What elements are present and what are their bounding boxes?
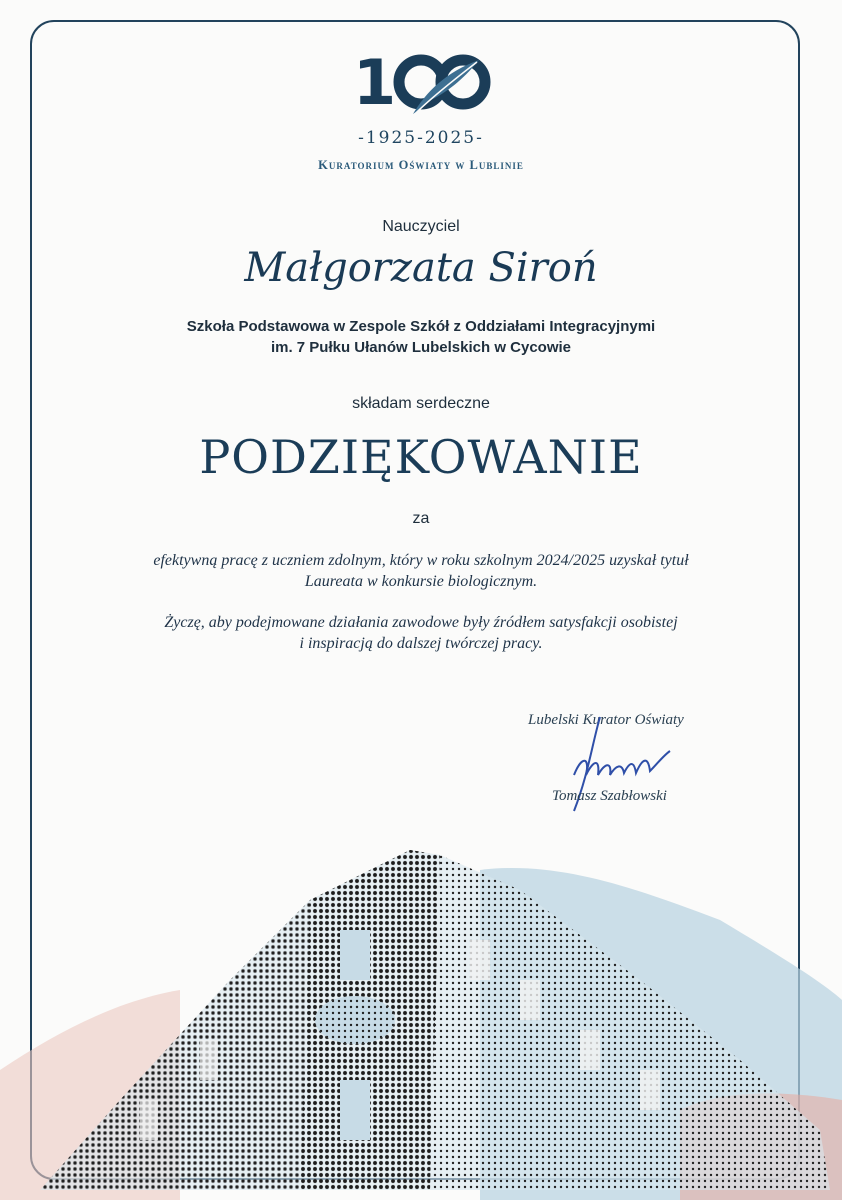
logo-years: -1925-2025-: [358, 128, 484, 148]
logo-100-feather-icon: [351, 42, 491, 122]
school-line-1: Szkoła Podstawowa w Zespole Szkół z Oddziałami Integracyjnymi: [186, 318, 656, 335]
za-text: za: [412, 510, 430, 527]
anniversary-logo: [0, 42, 842, 122]
body-paragraph-1: [0, 550, 842, 592]
halftone-building-illustration: [0, 830, 842, 1200]
intro-text: składam serdeczne: [352, 395, 490, 412]
recipient-name: Małgorzata Siroń: [244, 245, 598, 291]
body-line-4: i inspiracją do dalszej twórczej pracy.: [299, 635, 543, 652]
school-line-2: im. 7 Pułku Ułanów Lubelskich w Cycowie: [270, 339, 572, 356]
svg-text:1: 1: [353, 46, 397, 119]
certificate-heading: PODZIĘKOWANIE: [199, 430, 643, 484]
body-line-3: Życzę, aby podejmowane działania zawodowe były źródłem satysfakcji osobistej: [164, 614, 678, 631]
body-line-1: efektywną pracę z uczniem zdolnym, który w roku szkolnym 2024/2025 uzyskał tytuł: [153, 552, 689, 569]
signatory-name: Tomasz Szabłowski: [552, 788, 667, 804]
recipient-role: Nauczyciel: [382, 218, 460, 235]
signatory-title: Lubelski Kurator Oświaty: [528, 712, 684, 728]
body-line-2: Laureata w konkursie biologicznym.: [304, 573, 538, 590]
body-paragraph-2: [0, 612, 842, 654]
logo-institution: Kuratorium Oświaty w Lublinie: [318, 158, 524, 172]
school-name: [0, 316, 842, 358]
